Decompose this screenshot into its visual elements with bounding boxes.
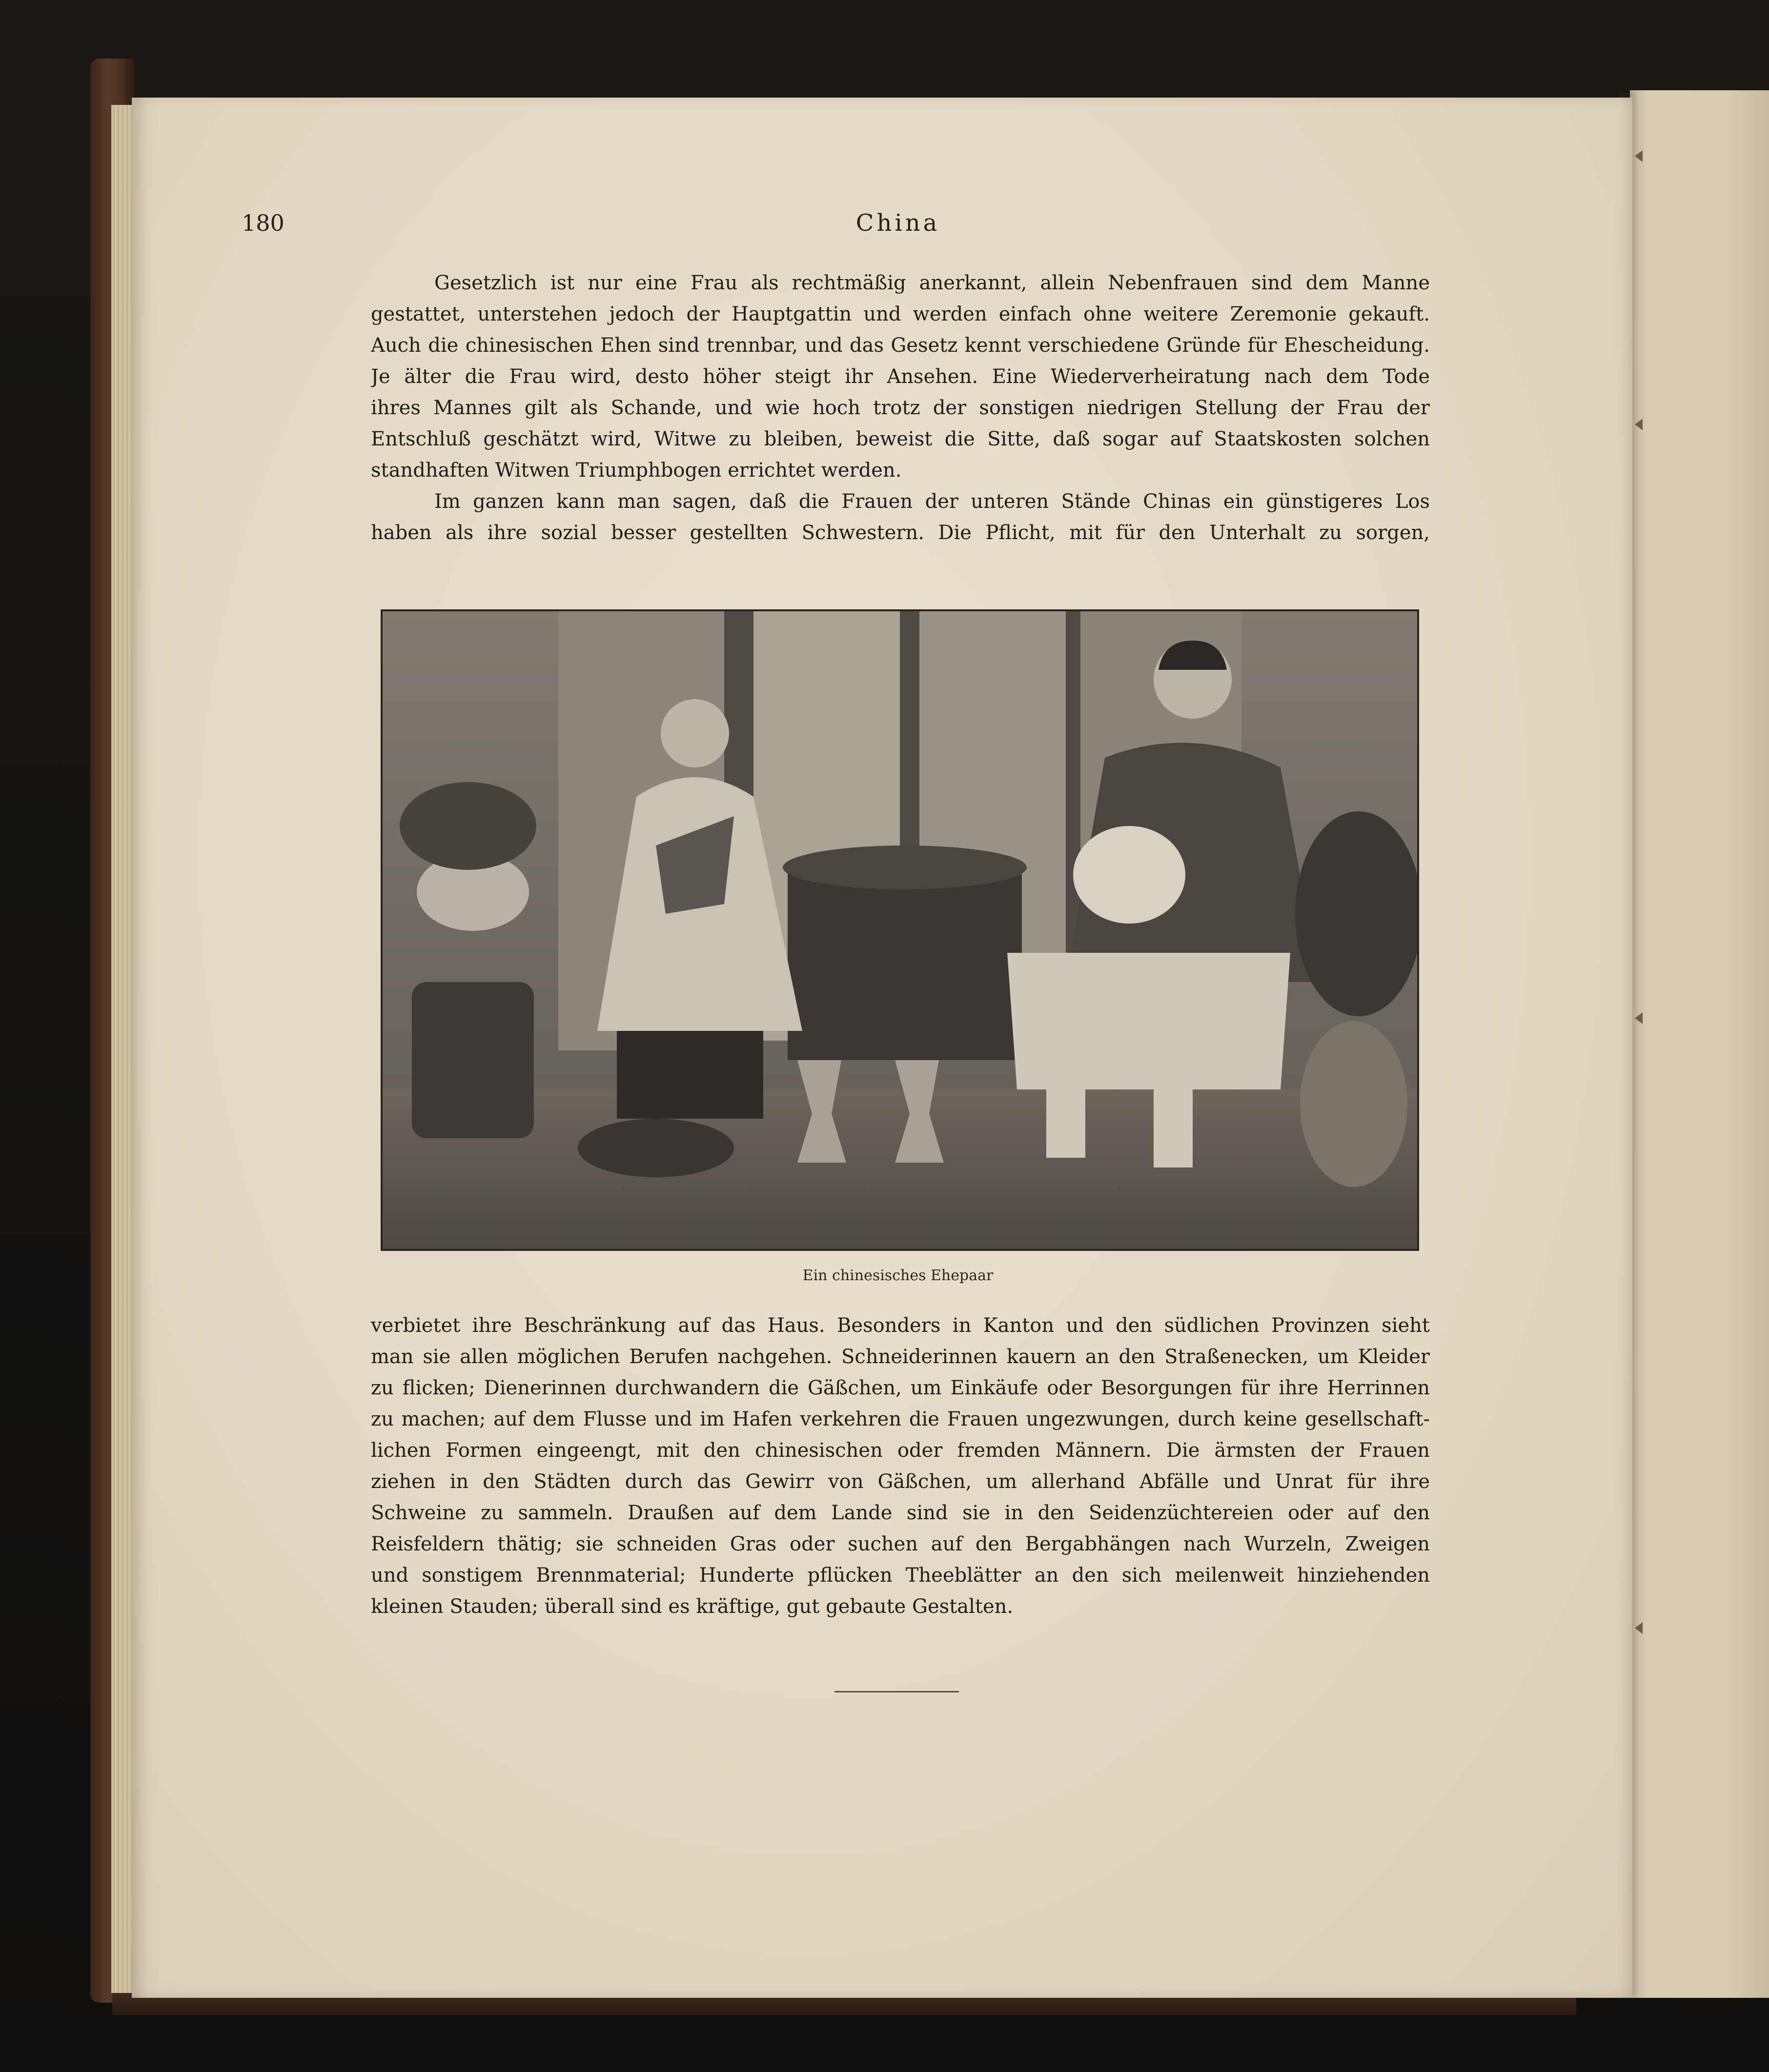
page-number: 180 (242, 210, 285, 236)
text-line: Gesetzlich ist nur eine Frau als rechtmäßig anerkannt, allein Nebenfrauen sind dem Manne (434, 272, 1430, 294)
text-line: zu flicken; Dienerinnen durchwandern die Gäßchen, um Einkäufe oder Besorgungen für ihre Herrinnen (371, 1377, 1430, 1399)
text-line: Schweine zu sammeln. Draußen auf dem Lande sind sie in den Seidenzüchtereien oder auf den (371, 1502, 1430, 1524)
text-line: Entschluß geschätzt wird, Witwe zu bleiben, beweist die Sitte, daß sogar auf Staatskosten solchen (371, 428, 1430, 450)
figure-photograph (381, 609, 1419, 1251)
figure-caption: Ein chinesisches Ehepaar (802, 1267, 994, 1284)
text-line: lichen Formen eingeengt, mit den chinesischen oder fremden Männern. Die ärmsten der Frauen (371, 1439, 1430, 1462)
photo-illustration (383, 611, 1417, 1249)
text-line: Auch die chinesischen Ehen sind trennbar, und das Gesetz kennt verschiedene Gründe für Ehescheidung. (371, 334, 1430, 357)
text-line: und sonstigem Brennmaterial; Hunderte pflücken Theeblätter an den sich meilenweit hinziehenden (371, 1564, 1430, 1587)
text-block-top (371, 267, 1430, 548)
text-line: standhaften Witwen Triumphbogen errichtet werden. (371, 459, 902, 482)
text-line: Im ganzen kann man sagen, daß die Frauen der unteren Stände Chinas ein günstigeres Los (434, 490, 1430, 513)
text-line: verbietet ihre Beschränkung auf das Haus. Besonders in Kanton und den südlichen Provinzen sieht (371, 1314, 1430, 1337)
section-end-rule (834, 1691, 959, 1692)
next-page-edge (1630, 90, 1769, 1998)
running-head: China (855, 209, 940, 237)
text-line: Je älter die Frau wird, desto höher steigt ihr Ansehen. Eine Wiederverheiratung nach dem Tode (371, 365, 1430, 388)
text-line: kleinen Stauden; überall sind es kräftige, gut gebaute Gestalten. (371, 1595, 1014, 1618)
text-line: zu machen; auf dem Flusse und im Hafen verkehren die Frauen ungezwungen, durch keine gesellschaft- (371, 1408, 1430, 1430)
text-block-bottom (371, 1310, 1430, 1622)
text-line: Reisfeldern thätig; sie schneiden Gras oder suchen auf den Bergabhängen nach Wurzeln, Zweigen (371, 1533, 1430, 1555)
text-line: haben als ihre sozial besser gestellten Schwestern. Die Pflicht, mit für den Unterhalt zu sorgen, (371, 522, 1430, 544)
text-line: ihres Mannes gilt als Schande, und wie hoch trotz der sonstigen niedrigen Stellung der Frau der (371, 397, 1430, 419)
text-line: ziehen in den Städten durch das Gewirr von Gäßchen, um allerhand Abfälle und Unrat für ihre (371, 1470, 1430, 1493)
text-line: man sie allen möglichen Berufen nachgehen. Schneiderinnen kauern an den Straßenecken, um Kleider (371, 1346, 1430, 1368)
text-line: gestattet, unterstehen jedoch der Hauptgattin und werden einfach ohne weitere Zeremonie gekauft. (371, 303, 1430, 325)
